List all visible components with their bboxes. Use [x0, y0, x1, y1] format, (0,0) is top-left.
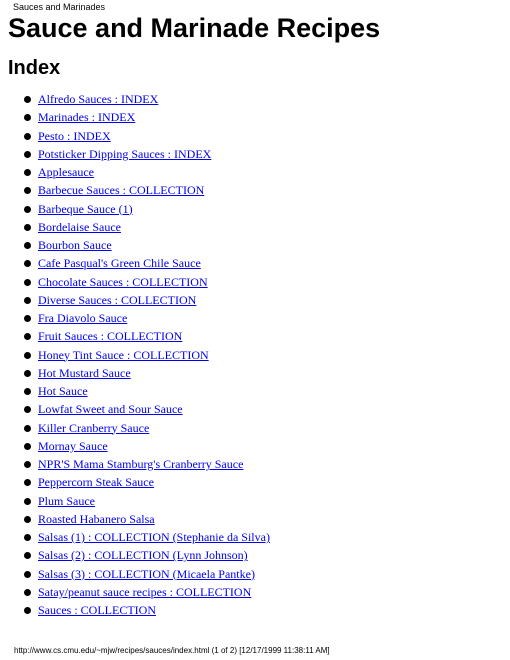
recipe-link[interactable]: Plum Sauce — [38, 493, 95, 508]
bullet-icon — [24, 425, 31, 432]
recipe-link[interactable]: Salsas (3) : COLLECTION (Micaela Pantke) — [38, 566, 255, 581]
print-header-title: Sauces and Marinades — [13, 2, 106, 12]
list-item — [0, 565, 270, 583]
bullet-icon — [24, 151, 31, 158]
list-item — [0, 364, 270, 382]
bullet-icon — [24, 370, 31, 377]
list-item — [0, 510, 270, 528]
recipe-link[interactable]: Alfredo Sauces : INDEX — [38, 92, 159, 106]
recipe-link[interactable]: Roasted Habanero Salsa — [38, 511, 155, 526]
list-item — [0, 254, 270, 272]
list-item — [0, 382, 270, 400]
bullet-icon — [24, 279, 31, 286]
bullet-icon — [24, 96, 31, 103]
recipe-link[interactable]: Killer Cranberry Sauce — [38, 420, 150, 435]
list-item — [0, 437, 270, 455]
bullet-icon — [24, 388, 31, 395]
recipe-link[interactable]: Fruit Sauces : COLLECTION — [38, 329, 183, 344]
recipe-link[interactable]: Chocolate Sauces : COLLECTION — [38, 274, 208, 289]
list-item — [0, 200, 270, 218]
bullet-icon — [24, 552, 31, 559]
recipe-link[interactable]: Diverse Sauces : COLLECTION — [38, 292, 197, 307]
recipe-link[interactable]: Bourbon Sauce — [38, 238, 112, 252]
bullet-icon — [24, 589, 31, 596]
list-item — [0, 528, 270, 546]
recipe-link[interactable]: Salsas (1) : COLLECTION (Stephanie da Silva) — [38, 530, 270, 544]
recipe-link[interactable]: Sauces : COLLECTION — [38, 603, 156, 617]
list-item — [0, 273, 270, 291]
list-item — [0, 163, 270, 181]
recipe-link[interactable]: Salsas (2) : COLLECTION (Lynn Johnson) — [38, 548, 248, 563]
recipe-link[interactable]: Marinades : INDEX — [38, 110, 136, 125]
list-item — [0, 492, 270, 510]
bullet-icon — [24, 461, 31, 468]
recipe-link[interactable]: Lowfat Sweet and Sour Sauce — [38, 402, 183, 417]
bullet-icon — [24, 133, 31, 140]
bullet-icon — [24, 406, 31, 413]
recipe-link[interactable]: Barbecue Sauces : COLLECTION — [38, 183, 205, 198]
recipe-link[interactable]: Bordelaise Sauce — [38, 219, 121, 234]
recipe-link-list — [0, 90, 270, 619]
index-heading: Index — [8, 57, 61, 79]
bullet-icon — [24, 206, 31, 213]
recipe-link[interactable]: Fra Diavolo Sauce — [38, 311, 128, 325]
bullet-icon — [24, 187, 31, 194]
recipe-link[interactable]: Mornay Sauce — [38, 438, 108, 453]
list-item — [0, 181, 270, 199]
recipe-link[interactable]: Satay/peanut sauce recipes : COLLECTION — [38, 584, 252, 599]
bullet-icon — [24, 260, 31, 267]
bullet-icon — [24, 114, 31, 121]
list-item — [0, 327, 270, 345]
bullet-icon — [24, 352, 31, 359]
recipe-link[interactable]: Applesauce — [38, 165, 94, 179]
list-item — [0, 236, 270, 254]
list-item — [0, 546, 270, 564]
bullet-icon — [24, 534, 31, 541]
recipe-link[interactable]: NPR'S Mama Stamburg's Cranberry Sauce — [38, 457, 244, 471]
bullet-icon — [24, 443, 31, 450]
list-item — [0, 583, 270, 601]
bullet-icon — [24, 479, 31, 486]
bullet-icon — [24, 224, 31, 231]
list-item — [0, 291, 270, 309]
bullet-icon — [24, 242, 31, 249]
recipe-link[interactable]: Peppercorn Steak Sauce — [38, 475, 154, 490]
recipe-link[interactable]: Pesto : INDEX — [38, 128, 111, 143]
page-title: Sauce and Marinade Recipes — [8, 13, 381, 43]
list-item — [0, 400, 270, 418]
recipe-link[interactable]: Barbeque Sauce (1) — [38, 201, 133, 216]
list-item — [0, 309, 270, 327]
list-item — [0, 346, 270, 364]
bullet-icon — [24, 498, 31, 505]
list-item — [0, 218, 270, 236]
print-footer-url: http://www.cs.cmu.edu/~mjw/recipes/sauces/index.html (1 of 2) [12/17/1999 11:38:11 AM] — [14, 646, 330, 655]
recipe-link[interactable]: Hot Sauce — [38, 384, 88, 398]
list-item — [0, 145, 270, 163]
bullet-icon — [24, 516, 31, 523]
list-item — [0, 108, 270, 126]
bullet-icon — [24, 297, 31, 304]
list-item — [0, 473, 270, 491]
recipe-link[interactable]: Potsticker Dipping Sauces : INDEX — [38, 146, 212, 161]
list-item — [0, 127, 270, 145]
recipe-link[interactable]: Cafe Pasqual's Green Chile Sauce — [38, 256, 201, 271]
list-item — [0, 455, 270, 473]
bullet-icon — [24, 333, 31, 340]
bullet-icon — [24, 607, 31, 614]
list-item — [0, 419, 270, 437]
list-item — [0, 601, 270, 619]
recipe-link[interactable]: Honey Tint Sauce : COLLECTION — [38, 347, 209, 362]
list-item — [0, 90, 270, 108]
bullet-icon — [24, 315, 31, 322]
bullet-icon — [24, 571, 31, 578]
recipe-link[interactable]: Hot Mustard Sauce — [38, 365, 131, 380]
bullet-icon — [24, 169, 31, 176]
